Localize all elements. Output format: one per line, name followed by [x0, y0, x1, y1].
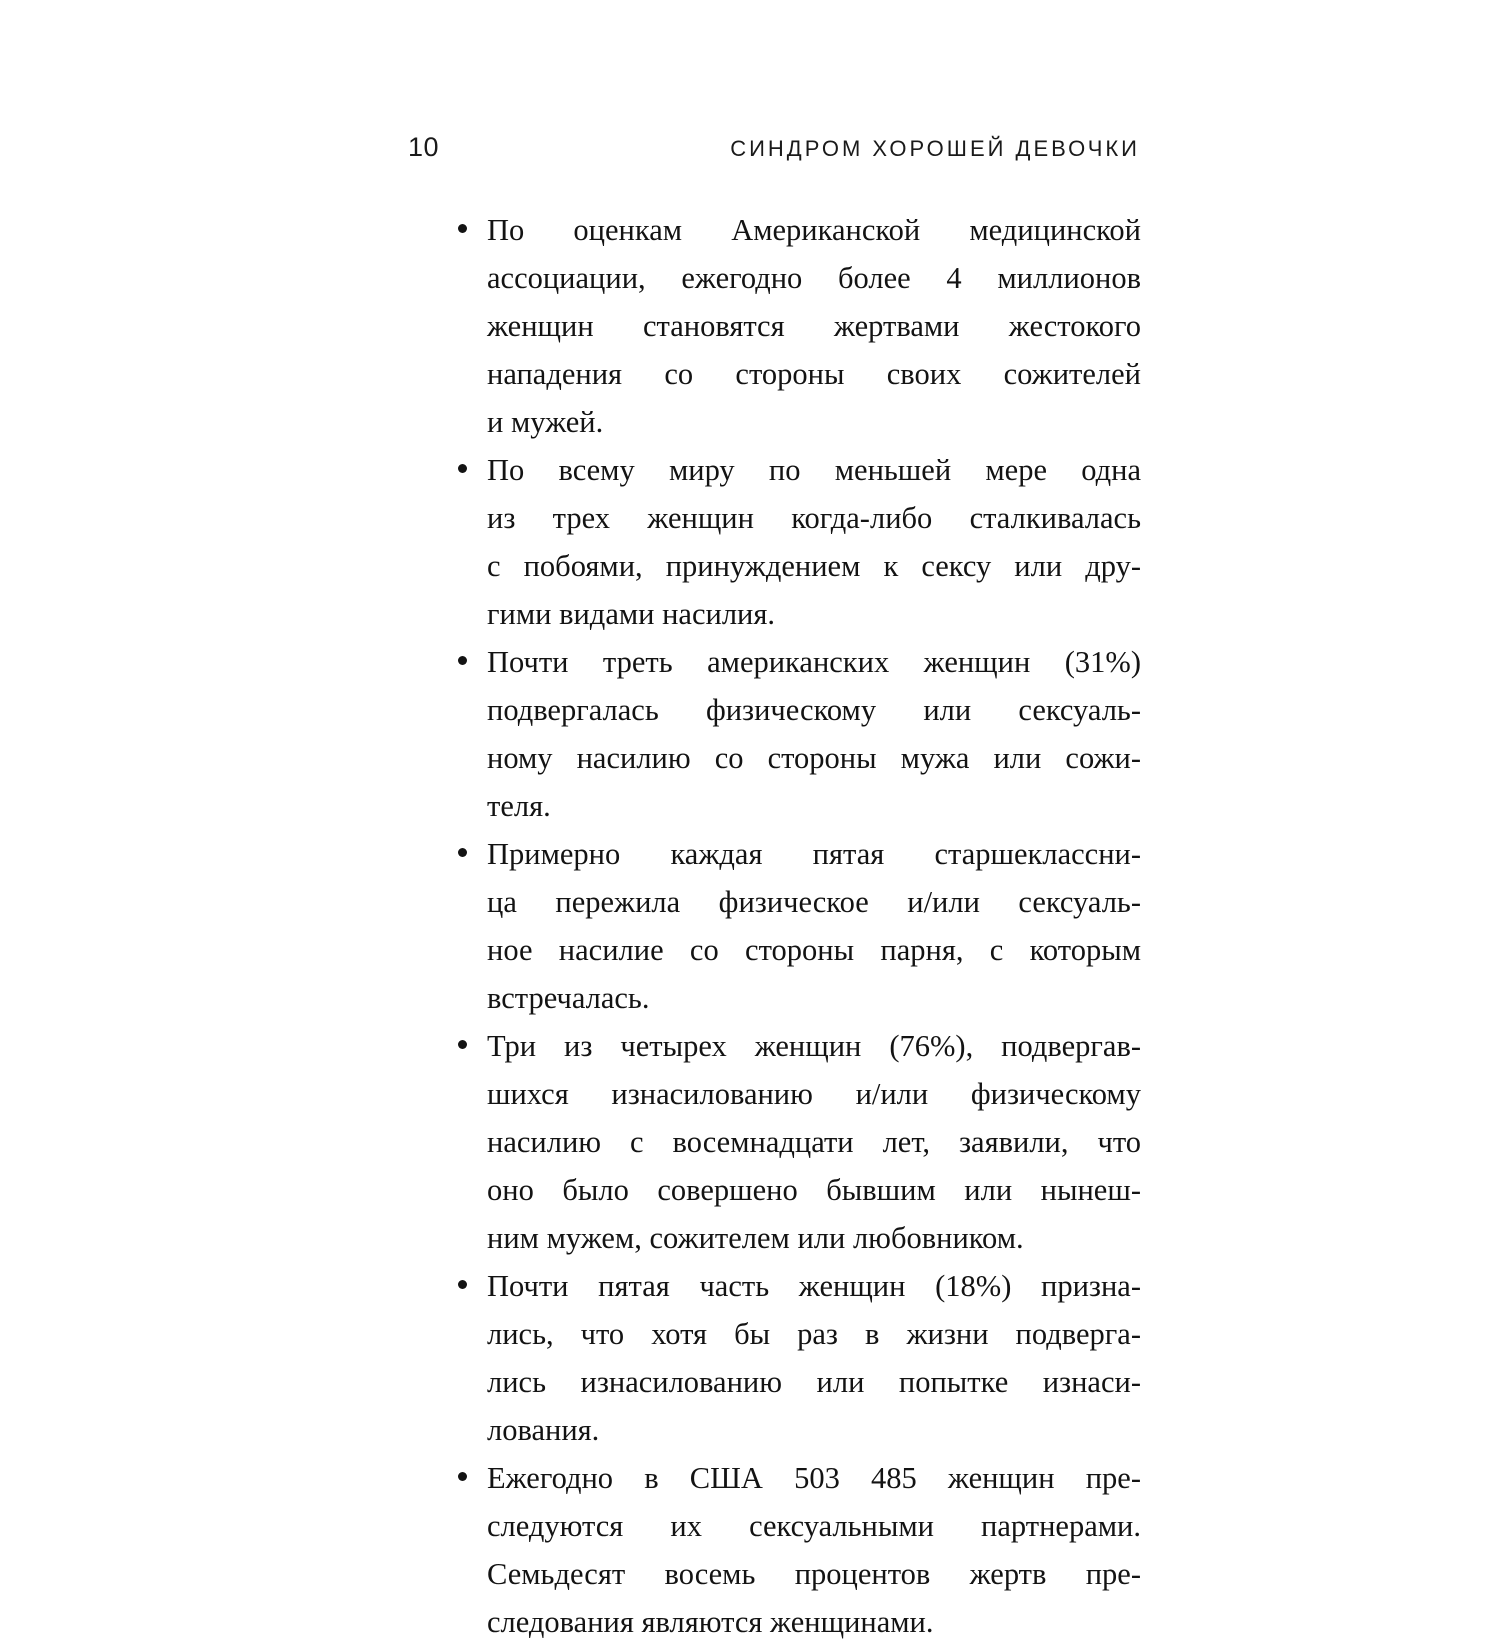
text-line: Семьдесят восемь процентов жертв пре-: [487, 1557, 1141, 1591]
text-line: насилию с восемнадцати лет, заявили, что: [487, 1125, 1141, 1159]
text-line: шихся изнасилованию и/или физическому: [487, 1077, 1141, 1111]
list-item: [455, 1022, 1141, 1262]
list-item-text: [487, 1262, 1141, 1454]
text-line: По всему миру по меньшей мере одна: [487, 453, 1141, 487]
text-line: ассоциации, ежегодно более 4 миллионов: [487, 261, 1141, 295]
list-item-text: [487, 1454, 1141, 1646]
text-line: нападения со стороны своих сожителей: [487, 357, 1141, 391]
text-line: ному насилию со стороны мужа или сожи-: [487, 741, 1141, 775]
list-item: [455, 1262, 1141, 1454]
list-item-text: [487, 446, 1141, 638]
text-line: из трех женщин когда-либо сталкивалась: [487, 501, 1141, 535]
bullet-icon: [458, 464, 467, 473]
bullet-list: [455, 206, 1141, 1646]
list-item-text: [487, 1022, 1141, 1262]
bullet-icon: [458, 1280, 467, 1289]
list-item: [455, 446, 1141, 638]
text-line: ное насилие со стороны парня, с которым: [487, 933, 1141, 967]
list-item-text: [487, 830, 1141, 1022]
text-line: женщин становятся жертвами жестокого: [487, 309, 1141, 343]
text-line: Ежегодно в США 503 485 женщин пре-: [487, 1461, 1141, 1495]
text-line: Почти пятая часть женщин (18%) призна-: [487, 1269, 1141, 1303]
running-head-title: СИНДРОМ ХОРОШЕЙ ДЕВОЧКИ: [730, 136, 1140, 161]
bullet-icon: [458, 224, 467, 233]
text-line: ним мужем, сожителем или любовником.: [487, 1221, 1024, 1255]
text-line: Примерно каждая пятая старшеклассни-: [487, 837, 1141, 871]
bullet-icon: [458, 848, 467, 857]
list-item: [455, 638, 1141, 830]
page-number: 10: [408, 132, 440, 162]
text-line: гими видами насилия.: [487, 597, 776, 631]
text-line: с побоями, принуждением к сексу или дру-: [487, 549, 1141, 583]
text-line: Почти треть американских женщин (31%): [487, 645, 1141, 679]
list-item: [455, 830, 1141, 1022]
list-item-text: [487, 638, 1141, 830]
text-line: теля.: [487, 789, 551, 823]
list-item: [455, 1454, 1141, 1646]
bullet-icon: [458, 1472, 467, 1481]
text-line: лись, что хотя бы раз в жизни подверга-: [487, 1317, 1141, 1351]
list-item-text: [487, 206, 1141, 446]
text-line: оно было совершено бывшим или нынеш-: [487, 1173, 1141, 1207]
list-item: [455, 206, 1141, 446]
bullet-icon: [458, 656, 467, 665]
bullet-icon: [458, 1040, 467, 1049]
text-line: лования.: [487, 1413, 600, 1447]
text-line: встречалась.: [487, 981, 650, 1015]
text-line: ца пережила физическое и/или сексуаль-: [487, 885, 1141, 919]
text-line: и мужей.: [487, 405, 604, 439]
running-head: [408, 134, 1140, 168]
text-line: По оценкам Американской медицинской: [487, 213, 1141, 247]
text-line: подвергалась физическому или сексуаль-: [487, 693, 1141, 727]
text-line: Три из четырех женщин (76%), подвергав-: [487, 1029, 1141, 1063]
text-line: следуются их сексуальными партнерами.: [487, 1509, 1141, 1543]
text-line: следования являются женщинами.: [487, 1605, 934, 1639]
text-line: лись изнасилованию или попытке изнаси-: [487, 1365, 1141, 1399]
